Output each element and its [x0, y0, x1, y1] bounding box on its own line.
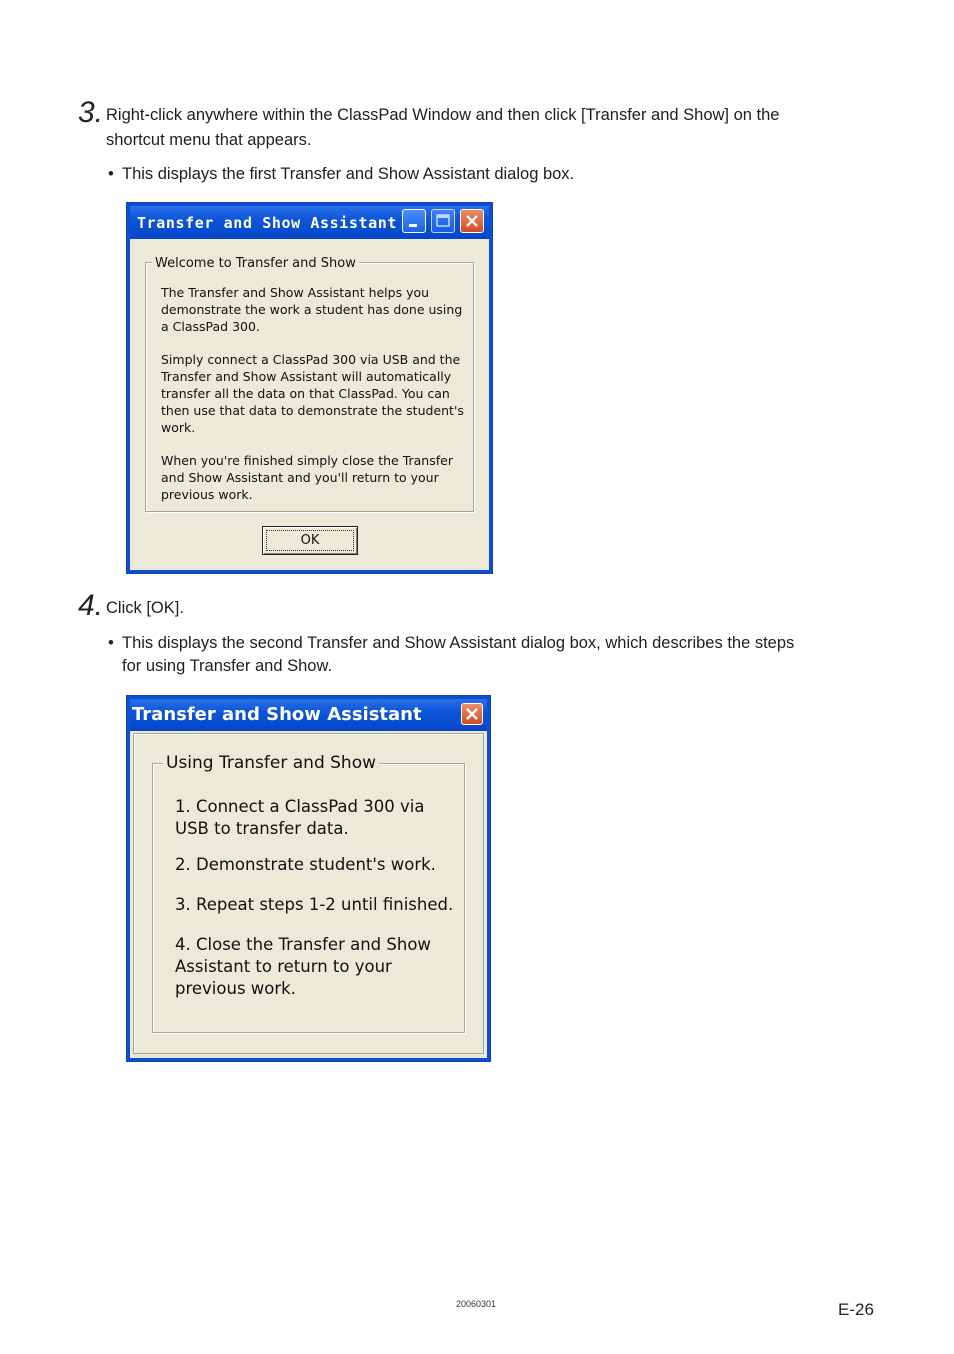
text-line: previous work.	[161, 487, 253, 502]
dialog-titlebar[interactable]	[130, 699, 487, 731]
text-line: a ClassPad 300.	[161, 319, 260, 334]
maximize-button[interactable]	[431, 209, 455, 233]
text-line: Assistant to return to your	[175, 957, 392, 976]
step-4-text: Click [OK].	[106, 599, 184, 617]
text-line: work.	[161, 420, 196, 435]
step-3-number: 3.	[78, 96, 104, 129]
dialog-title: Transfer and Show Assistant	[137, 214, 398, 232]
bullet-dot: •	[108, 165, 114, 183]
ok-button[interactable]	[262, 526, 358, 555]
step-3-text-line-1: Right-click anywhere within the ClassPad Window and then click [Transfer and Show] on the	[106, 106, 780, 124]
usage-step-3	[175, 894, 453, 916]
usage-step-4	[175, 934, 453, 1000]
step-3-bullet	[108, 163, 575, 186]
usage-steps	[175, 796, 453, 1000]
close-icon	[462, 704, 482, 724]
text-line: Transfer and Show Assistant will automatically	[161, 369, 452, 384]
welcome-text	[161, 284, 464, 503]
text-line: previous work.	[175, 979, 296, 998]
close-icon	[461, 210, 483, 232]
welcome-dialog	[127, 203, 492, 573]
text-line: demonstrate the work a student has done using	[161, 302, 463, 317]
text-line: then use that data to demonstrate the student's	[161, 403, 464, 418]
bullet-dot: •	[108, 634, 114, 652]
usage-step-1	[175, 796, 453, 840]
text-line: Simply connect a ClassPad 300 via USB and the	[161, 352, 461, 367]
close-button[interactable]	[460, 209, 484, 233]
text-line: When you're finished simply close the Transfer	[161, 453, 453, 468]
text-line: 1. Connect a ClassPad 300 via	[175, 797, 425, 816]
close-button[interactable]	[461, 703, 483, 725]
step-3-bullet-text: This displays the first Transfer and Show Assistant dialog box.	[122, 165, 575, 183]
text-line: The Transfer and Show Assistant helps you	[161, 285, 430, 300]
minimize-button[interactable]	[402, 209, 426, 233]
dialog-titlebar[interactable]	[130, 206, 489, 239]
page-number: E-26	[838, 1300, 874, 1319]
usage-step-2	[175, 854, 453, 876]
maximize-icon	[432, 210, 454, 232]
usage-dialog	[127, 696, 490, 1061]
welcome-paragraph-1	[161, 284, 464, 335]
text-line: 2. Demonstrate student's work.	[175, 855, 436, 874]
welcome-paragraph-3	[161, 452, 464, 503]
text-line: 4. Close the Transfer and Show	[175, 935, 431, 954]
text-line: transfer all the data on that ClassPad. You can	[161, 386, 450, 401]
usage-group-title: Using Transfer and Show	[163, 753, 379, 773]
step-4-bullet	[108, 632, 795, 678]
dialog-title: Transfer and Show Assistant	[132, 704, 422, 725]
step-4-bullet-line-1: This displays the second Transfer and Show Assistant dialog box, which describes the steps	[122, 634, 795, 652]
step-3-text-line-2: shortcut menu that appears.	[106, 131, 312, 149]
minimize-icon	[403, 210, 425, 232]
text-line: USB to transfer data.	[175, 819, 349, 838]
welcome-paragraph-2	[161, 351, 464, 436]
text-line: 3. Repeat steps 1-2 until finished.	[175, 895, 454, 914]
ok-button-label: OK	[300, 533, 320, 548]
welcome-group-title: Welcome to Transfer and Show	[152, 256, 359, 271]
step-4-number: 4.	[78, 589, 104, 622]
text-line: and Show Assistant and you'll return to your	[161, 470, 439, 485]
document-code: 20060301	[456, 1299, 497, 1309]
step-4-bullet-line-2: for using Transfer and Show.	[122, 657, 333, 675]
